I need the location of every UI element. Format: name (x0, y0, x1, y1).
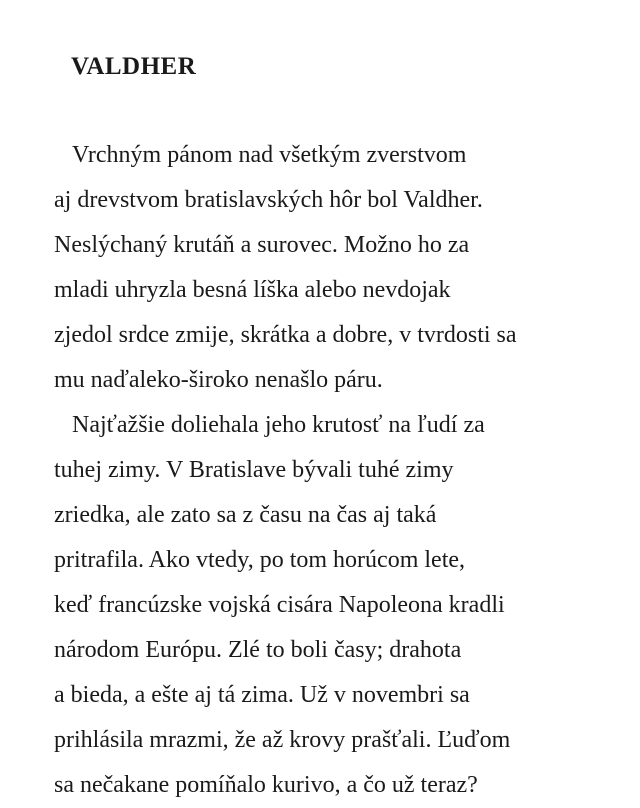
text-line: Najťažšie doliehala jeho krutosť na ľudí za (72, 412, 485, 438)
text-line: a bieda, a ešte aj tá zima. Už v novembri sa (54, 682, 470, 708)
text-line: mu naďaleko-široko nenašlo páru. (54, 367, 383, 393)
text-line: Neslýchaný krutáň a surovec. Možno ho za (54, 232, 470, 258)
paragraph-1 (54, 133, 614, 403)
text-line: národom Európu. Zlé to boli časy; drahota (54, 637, 462, 663)
text-line: keď francúzske vojská cisára Napoleona kradli (54, 592, 505, 618)
text-line: zriedka, ale zato sa z času na čas aj taká (54, 502, 437, 528)
text-line: Vrchným pánom nad všetkým zverstvom (72, 142, 467, 168)
text-line: sa nečakane pomíňalo kurivo, a čo už teraz? (54, 772, 478, 798)
chapter-title: VALDHER (71, 53, 197, 80)
paragraph-2 (54, 403, 614, 808)
text-line: mladi uhryzla besná líška alebo nevdojak (54, 277, 451, 303)
body-text (54, 133, 614, 808)
text-line: zjedol srdce zmije, skrátka a dobre, v tvrdosti sa (54, 322, 517, 348)
text-line: aj drevstvom bratislavských hôr bol Valdher. (54, 187, 483, 213)
text-line: pritrafila. Ako vtedy, po tom horúcom lete, (54, 547, 466, 573)
text-line: tuhej zimy. V Bratislave bývali tuhé zimy (54, 457, 454, 483)
text-line: prihlásila mrazmi, že až krovy prašťali. Ľuďom (54, 727, 511, 753)
